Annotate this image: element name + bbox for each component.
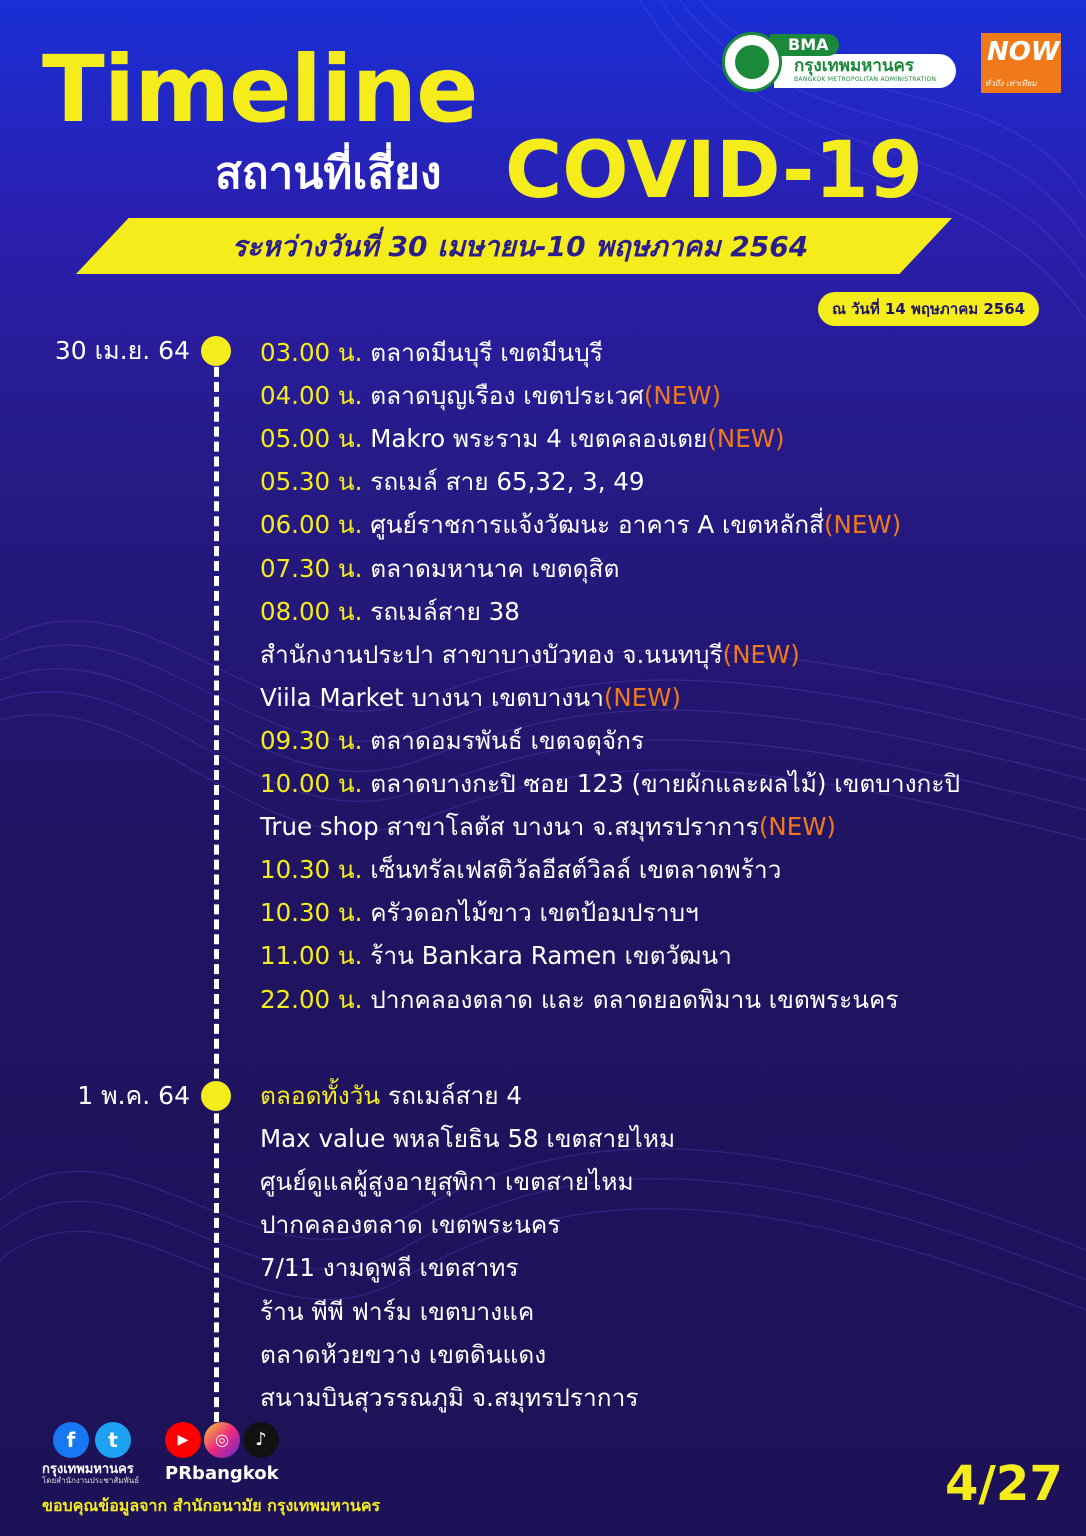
timeline-entry [260,595,520,629]
entry-place: สำนักงานประปา สาขาบางบัวทอง จ.นนทบุรี [260,639,723,669]
entry-place: 7/11 งามดูพลี เขตสาทร [260,1253,519,1283]
entry-place: สนามบินสุวรรณภูมิ จ.สมุทรปราการ [260,1382,639,1412]
entry-place: True shop สาขาโลตัส บางนา จ.สมุทรปราการ [260,812,759,842]
timeline-entry [260,1381,639,1415]
timeline-entry [260,853,781,887]
bma-thai-label: กรุงเทพมหานคร [794,56,915,76]
page-indicator: 4/27 [945,1456,1063,1512]
timeline-dot-2 [201,1081,231,1111]
entry-new: (NEW) [824,510,902,540]
now-logo-sub: ทั่วถึง เท่าเทียม [985,79,1037,88]
entry-new: (NEW) [758,812,836,842]
timeline-entry [260,1079,522,1113]
timeline-entry [260,1165,634,1199]
timeline-entry [260,638,800,672]
timeline-entry [260,552,619,586]
timeline-entry [260,767,960,801]
timeline-entry [260,422,785,456]
entry-time: ตลอดทั้งวัน [260,1081,381,1110]
entry-place: รถเมล์ สาย 65,32, 3, 49 [362,467,645,497]
timeline-entry [260,1338,546,1372]
entry-place: ครัวดอกไม้ขาว เขตป้อมปราบฯ [362,898,699,928]
timeline-entry [260,508,901,542]
entry-place: ปากคลองตลาด เขตพระนคร [260,1210,561,1240]
entry-place: Max value พหลโยธิน 58 เขตสายไหม [260,1124,676,1154]
entry-place: ตลาดบางกะปิ ซอย 123 (ขายผักและผลไม้) เขตบางกะปิ [362,769,961,798]
entry-place: เซ็นทรัลเฟสติวัลอีสต์วิลล์ เขตลาดพร้าว [362,855,782,885]
entry-place: ตลาดห้วยขวาง เขตดินแดง [260,1339,547,1369]
day-label-1: 30 เม.ย. 64 [54,336,190,365]
footer-pr-handle[interactable]: PRbangkok [165,1463,279,1484]
timeline-entry [260,1122,675,1156]
footer-bkk-sub: โดยสำนักงานประชาสัมพันธ์ [42,1476,140,1485]
instagram-icon[interactable]: ◎ [204,1422,240,1458]
bma-eng-label: BANGKOK METROPOLITAN ADMINISTRATION [794,76,937,83]
entry-time: 05.30 น. [260,467,363,497]
page-title: Timeline [42,36,478,143]
timeline-entry [260,681,681,715]
youtube-icon[interactable]: ▶ [165,1422,201,1458]
entry-time: 06.00 น. [260,510,363,540]
timeline-entry [260,983,899,1017]
now-logo-text: NOW [987,37,1060,67]
footer-credit: ขอบคุณข้อมูลจาก สำนักอนามัย กรุงเทพมหานคร [42,1496,381,1515]
entry-place: ตลาดอมรพันธ์ เขตจตุจักร [362,725,645,755]
subtitle-covid: COVID-19 [505,126,923,216]
entry-time: 10.30 น. [260,855,363,885]
as-of-badge: ณ วันที่ 14 พฤษภาคม 2564 [818,292,1039,326]
timeline-entry [260,939,732,973]
twitter-icon[interactable]: t [95,1422,131,1458]
entry-place: ตลาดบุญเรือง เขตประเวศ [362,381,644,411]
timeline-dot-1 [201,336,231,366]
entry-time: 11.00 น. [260,941,363,971]
bma-logo [722,32,956,92]
entry-time: 07.30 น. [260,553,363,583]
timeline-entry [260,336,603,370]
footer-bkk-label: กรุงเทพมหานคร [42,1462,134,1477]
timeline-entry [260,465,644,499]
entry-time: 10.30 น. [260,898,363,928]
entry-time: 04.00 น. [260,381,363,411]
entry-place: ศูนย์ราชการแจ้งวัฒนะ อาคาร A เขตหลักสี่ [362,510,824,540]
timeline-entry [260,810,836,844]
entry-new: (NEW) [722,639,800,669]
subtitle-thai: สถานที่เสี่ยง [215,148,442,199]
entry-time: 10.00 น. [260,769,363,798]
entry-place: ร้าน พีพี ฟาร์ม เขตบางแค [260,1296,535,1326]
entry-time: 09.30 น. [260,725,363,755]
entry-place: ปากคลองตลาด และ ตลาดยอดพิมาน เขตพระนคร [362,984,899,1014]
timeline-line [214,352,219,1422]
date-range: ระหว่างวันที่ 30 เมษายน-10 พฤษภาคม 2564 [231,230,809,263]
entry-place: ตลาดมหานาค เขตดุสิต [362,553,620,583]
entry-place: ศูนย์ดูแลผู้สูงอายุสุพิกา เขตสายไหม [260,1167,634,1197]
entry-place: Viila Market บางนา เขตบางนา [260,682,604,712]
entry-place: รถเมล์สาย 4 [380,1081,522,1110]
entry-place: Makro พระราม 4 เขตคลองเตย [362,424,708,454]
timeline-entry [260,896,699,930]
entry-time: 08.00 น. [260,596,363,626]
entry-place: ร้าน Bankara Ramen เขตวัฒนา [362,941,732,971]
bma-tag: BMA [770,34,839,56]
entry-time: 05.00 น. [260,424,363,454]
entry-new: (NEW) [707,424,785,454]
entry-time: 03.00 น. [260,338,363,367]
entry-place: ตลาดมีนบุรี เขตมีนบุรี [362,338,603,367]
entry-new: (NEW) [643,381,722,411]
now-logo [981,33,1061,93]
timeline-entry [260,1251,519,1285]
entry-time: 22.00 น. [260,984,363,1014]
timeline-entry [260,1208,560,1242]
bma-seal-icon [722,32,782,92]
timeline-entry [260,379,721,413]
facebook-icon[interactable]: f [53,1422,89,1458]
timeline-entry [260,1295,534,1329]
entry-place: รถเมล์สาย 38 [362,596,520,626]
entry-new: (NEW) [603,682,681,712]
day-label-2: 1 พ.ค. 64 [77,1081,190,1110]
tiktok-icon[interactable]: ♪ [243,1422,279,1458]
timeline-entry [260,724,644,758]
